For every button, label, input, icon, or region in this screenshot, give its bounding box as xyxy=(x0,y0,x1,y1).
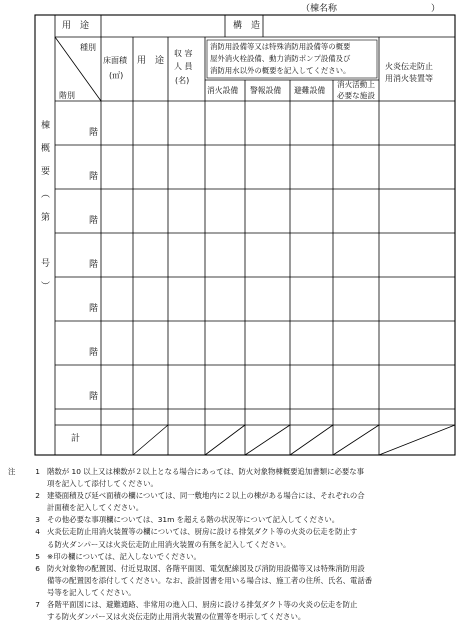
note-text: する防火ダンパー又は火炎伝走防止用消火装置の位置等を明示してください。 xyxy=(47,612,306,622)
firefighting-line2: 必要な施設 xyxy=(337,91,375,100)
alarm-label: 警報設備 xyxy=(250,86,282,95)
notes-head: 注 xyxy=(8,467,16,476)
capacity-line2: 人 員 xyxy=(174,62,193,71)
floor-label: 階 xyxy=(89,172,99,182)
note-text: 号等を記入してください。 xyxy=(47,587,136,597)
evacuation-label: 避難設備 xyxy=(294,86,326,95)
usage-label: 用 途 xyxy=(137,56,165,66)
floor-area-label: 床面積 xyxy=(103,56,127,65)
flame-prevention-line2: 用消火装置等 xyxy=(385,74,433,83)
floor-area-unit: (㎡) xyxy=(109,71,124,80)
capacity-unit: (名) xyxy=(175,76,190,85)
note-text: 計面積を記入してください。 xyxy=(47,503,144,513)
note-text: 建築面積及び延べ面積の欄については、同一敷地内に２以上の棟がある場合には、それぞれの合 xyxy=(47,491,365,501)
floor-label: 階 xyxy=(89,260,99,270)
note-number: 3 xyxy=(35,515,40,525)
equipment-desc-line1: 消防用設備等又は特殊消防用設備等の概要 xyxy=(210,42,351,51)
firefighting-line1: 消火活動上 xyxy=(337,80,375,89)
equipment-desc-line2: 屋外消火栓設備、動力消防ポンプ設備及び xyxy=(210,54,351,63)
note-number: 7 xyxy=(35,600,40,610)
note-number: 6 xyxy=(35,563,40,573)
building-overview-side-label: 棟概要（第 号） xyxy=(39,120,49,304)
kouzou-label: 構 造 xyxy=(233,21,261,31)
note-text: その他必要な事項欄については、31m を超える階の状況等について記入してください。 xyxy=(47,515,340,525)
note-text: ※印の欄については、記入しないでください。 xyxy=(47,551,201,561)
note-number: 5 xyxy=(35,551,40,561)
flame-prevention-line1: 火炎伝走防止 xyxy=(385,62,433,71)
notes-section xyxy=(8,466,468,623)
total-label: 計 xyxy=(71,434,81,444)
kaibetsu-label: 階別 xyxy=(59,91,75,100)
note-text: 階数が 10 以上又は棟数が２以上となる場合にあっては、防火対象物棟概要追加書類に必要な事 xyxy=(47,467,365,476)
note-text: 各階平面図には、避難通路、非常用の進入口、厨房に設ける排気ダクト等の火炎の伝走を防止 xyxy=(47,600,358,610)
building-name-label: （棟名称 xyxy=(301,4,338,14)
fire-extinguishing-label: 消火設備 xyxy=(207,86,239,95)
note-number: 4 xyxy=(35,527,40,537)
note-text: 火炎伝走防止用消火装置等の欄については、厨房に設ける排気ダクト等の火炎の伝走を防止す xyxy=(47,527,358,537)
floor-label: 階 xyxy=(89,348,99,358)
floor-label: 階 xyxy=(89,216,99,226)
shubetsu-label: 種別 xyxy=(80,43,96,52)
note-number: 1 xyxy=(35,467,40,476)
floor-label: 階 xyxy=(89,304,99,314)
note-text: 防火対象物の配置図、付近見取図、各階平面図、電気配線図及び消防用設備等又は特殊消防用設 xyxy=(47,563,365,573)
note-number: 2 xyxy=(35,491,40,501)
note-text: 備等の配置図を添付してください。なお、設計図書を用いる場合は、施工者の住所、氏名、電話番 xyxy=(47,575,373,585)
floor-label: 階 xyxy=(89,392,99,402)
equipment-desc-line3: 消防用水以外の概要を記入してください。 xyxy=(210,66,351,75)
capacity-line1: 収 容 xyxy=(174,49,193,58)
floor-label: 階 xyxy=(89,128,99,138)
building-name-close: ） xyxy=(431,4,441,14)
note-text: 項を記入して添付してください。 xyxy=(47,479,158,489)
note-text: る防火ダンパー又は火炎伝走防止用消火装置の有無を記入してください。 xyxy=(47,539,291,549)
youto-label: 用 途 xyxy=(62,21,90,31)
